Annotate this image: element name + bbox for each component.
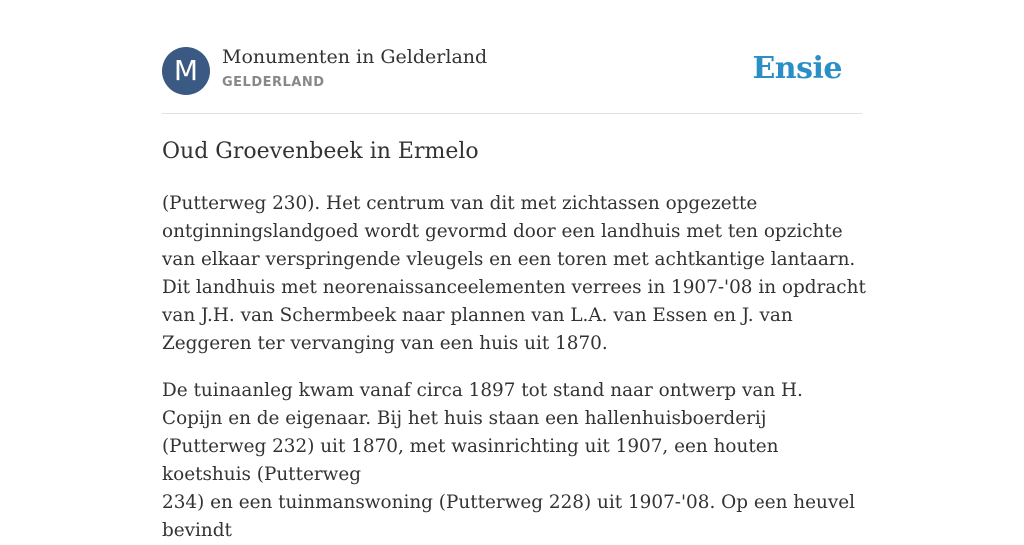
article-paragraph: (Putterweg 230). Het centrum van dit met zichtassen opgezette ontginningslandgoed wordt gevormd door een landhuis met ten opzichte van elkaar verspringende vleugels en een toren met achtkantige lantaarn. Dit landhuis met neorenaissanceelementen verrees in 1907-'08 in opdracht van J.H. van Schermbeek naar plannen van L.A. van Essen en J. van Zeggeren ter vervanging van een huis uit 1870. (162, 193, 866, 354)
avatar[interactable]: M (162, 47, 210, 95)
site-subtitle[interactable]: GELDERLAND (222, 75, 325, 90)
page-container (162, 0, 866, 541)
site-title[interactable]: Monumenten in Gelderland (222, 46, 488, 68)
ensie-logo[interactable]: Ensie (752, 51, 842, 86)
article-paragraph: De tuinaanleg kwam vanaf circa 1897 tot stand naar ontwerp van H. Copijn en de eigenaar. Bij het huis staan een hallenhuisboerderij (Putterweg 232) uit 1870, met wasinrichting uit 1907, een houten koetshuis (Putterweg (162, 380, 803, 485)
article-paragraph: 234) en een tuinmanswoning (Putterweg 228) uit 1907-'08. Op een heuvel bevindt (162, 492, 856, 541)
article-title: Oud Groevenbeek in Ermelo (162, 139, 479, 164)
page-header (162, 0, 862, 114)
